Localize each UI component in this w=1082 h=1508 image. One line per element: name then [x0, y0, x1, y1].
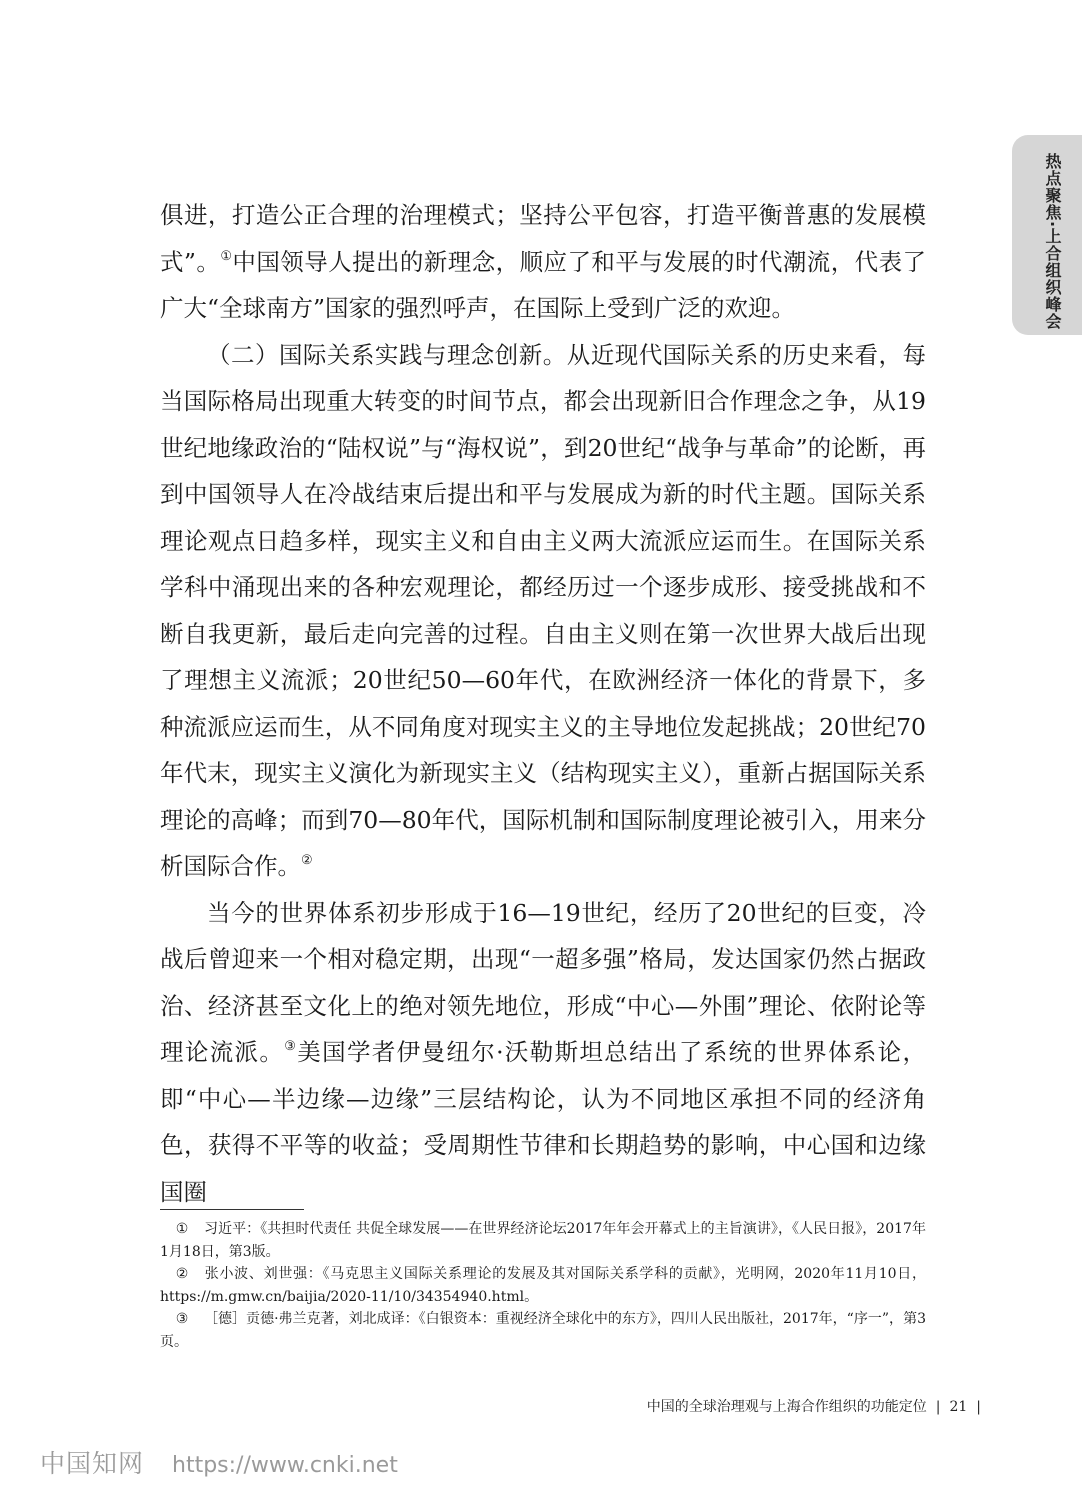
running-footer [647, 1396, 990, 1416]
footnote-3 [160, 1308, 926, 1353]
section-side-tab [1012, 135, 1082, 335]
watermark-url: https://www.cnki.net [172, 1453, 398, 1478]
footnote-3-number: ③ [175, 1311, 189, 1327]
paragraph-2-text: （二）国际关系实践与理念创新。从近现代国际关系的历史来看，每当国际格局出现重大转变的时间节点，都会出现新旧合作理念之争，从19世纪地缘政治的“陆权说”与“海权说”，到20世纪“战争与革命”的论断，再到中国领导人在冷战结束后提出和平与发展成为新的时代主题。国际关系理论观点日趋多样，现实主义和自由主义两大流派应运而生。在国际关系学科中涌现出来的各种宏观理论，都经历过一个逐步成形、接受挑战和不断自我更新，最后走向完善的过程。自由主义则在第一次世界大战后出现了理想主义流派；20世纪50—60年代，在欧洲经济一体化的背景下，多种流派应运而生，从不同角度对现实主义的主导地位发起挑战；20世纪70年代末，现实主义演化为新现实主义（结构现实主义），重新占据国际关系理论的高峰；而到70—80年代，国际机制和国际制度理论被引入，用来分析国际合作。 [160, 340, 926, 880]
footnote-2 [160, 1263, 926, 1308]
footnote-ref-1[interactable]: ① [220, 248, 233, 264]
footnote-3-text: ［德］贡德·弗兰克著，刘北成译：《白银资本：重视经济全球化中的东方》，四川人民出版社，2017年，“序一”，第3页。 [160, 1311, 926, 1350]
paragraph-3-text-b: 美国学者伊曼纽尔·沃勒斯坦总结出了系统的世界体系论，即“中心—半边缘—边缘”三层结构论，认为不同地区承担不同的经济角色，获得不平等的收益；受周期性节律和长期趋势的影响，中心国和边缘国圈 [160, 1038, 927, 1206]
article-body [160, 192, 926, 1215]
cnki-watermark [40, 1444, 398, 1480]
paragraph-1 [160, 192, 926, 332]
footnote-ref-2[interactable]: ② [301, 853, 313, 868]
footer-divider-end: | [976, 1399, 981, 1415]
page-number: 21 [949, 1399, 968, 1415]
paragraph-2 [160, 332, 926, 890]
section-side-tab-label: 热点聚焦·上合组织峰会 [1043, 153, 1062, 331]
footnote-1 [160, 1218, 926, 1263]
footnote-ref-3[interactable]: ③ [284, 1039, 298, 1054]
paragraph-1-text-a: 俱进，打造公正合理的治理模式；坚持公平包容，打造平衡普惠的发展模式”。 [160, 201, 926, 276]
footnote-2-number: ② [175, 1266, 189, 1282]
footnote-separator [160, 1209, 304, 1210]
paragraph-3 [160, 890, 926, 1216]
paragraph-1-text-b: 中国领导人提出的新理念，顺应了和平与发展的时代潮流，代表了广大“全球南方”国家的强烈呼声，在国际上受到广泛的欢迎。 [160, 247, 927, 322]
running-title: 中国的全球治理观与上海合作组织的功能定位 [646, 1399, 927, 1415]
footnote-1-number: ① [175, 1221, 189, 1237]
watermark-brand: 中国知网 [40, 1449, 145, 1478]
footnote-1-text: 习近平：《共担时代责任 共促全球发展——在世界经济论坛2017年年会开幕式上的主旨演讲》，《人民日报》，2017年1月18日，第3版。 [160, 1221, 926, 1260]
footnote-2-text: 张小波、刘世强：《马克思主义国际关系理论的发展及其对国际关系学科的贡献》，光明网，2020年11月10日，https://m.gmw.cn/baijia/2020-11/10/34354940.html。 [160, 1266, 926, 1305]
footer-divider: | [935, 1399, 941, 1415]
paragraph-3-text-a: 当今的世界体系初步形成于16—19世纪，经历了20世纪的巨变，冷战后曾迎来一个相对稳定期，出现“一超多强”格局，发达国家仍然占据政治、经济甚至文化上的绝对领先地位，形成“中心—外围”理论、依附论等理论流派。 [160, 898, 926, 1066]
footnotes [160, 1218, 926, 1353]
